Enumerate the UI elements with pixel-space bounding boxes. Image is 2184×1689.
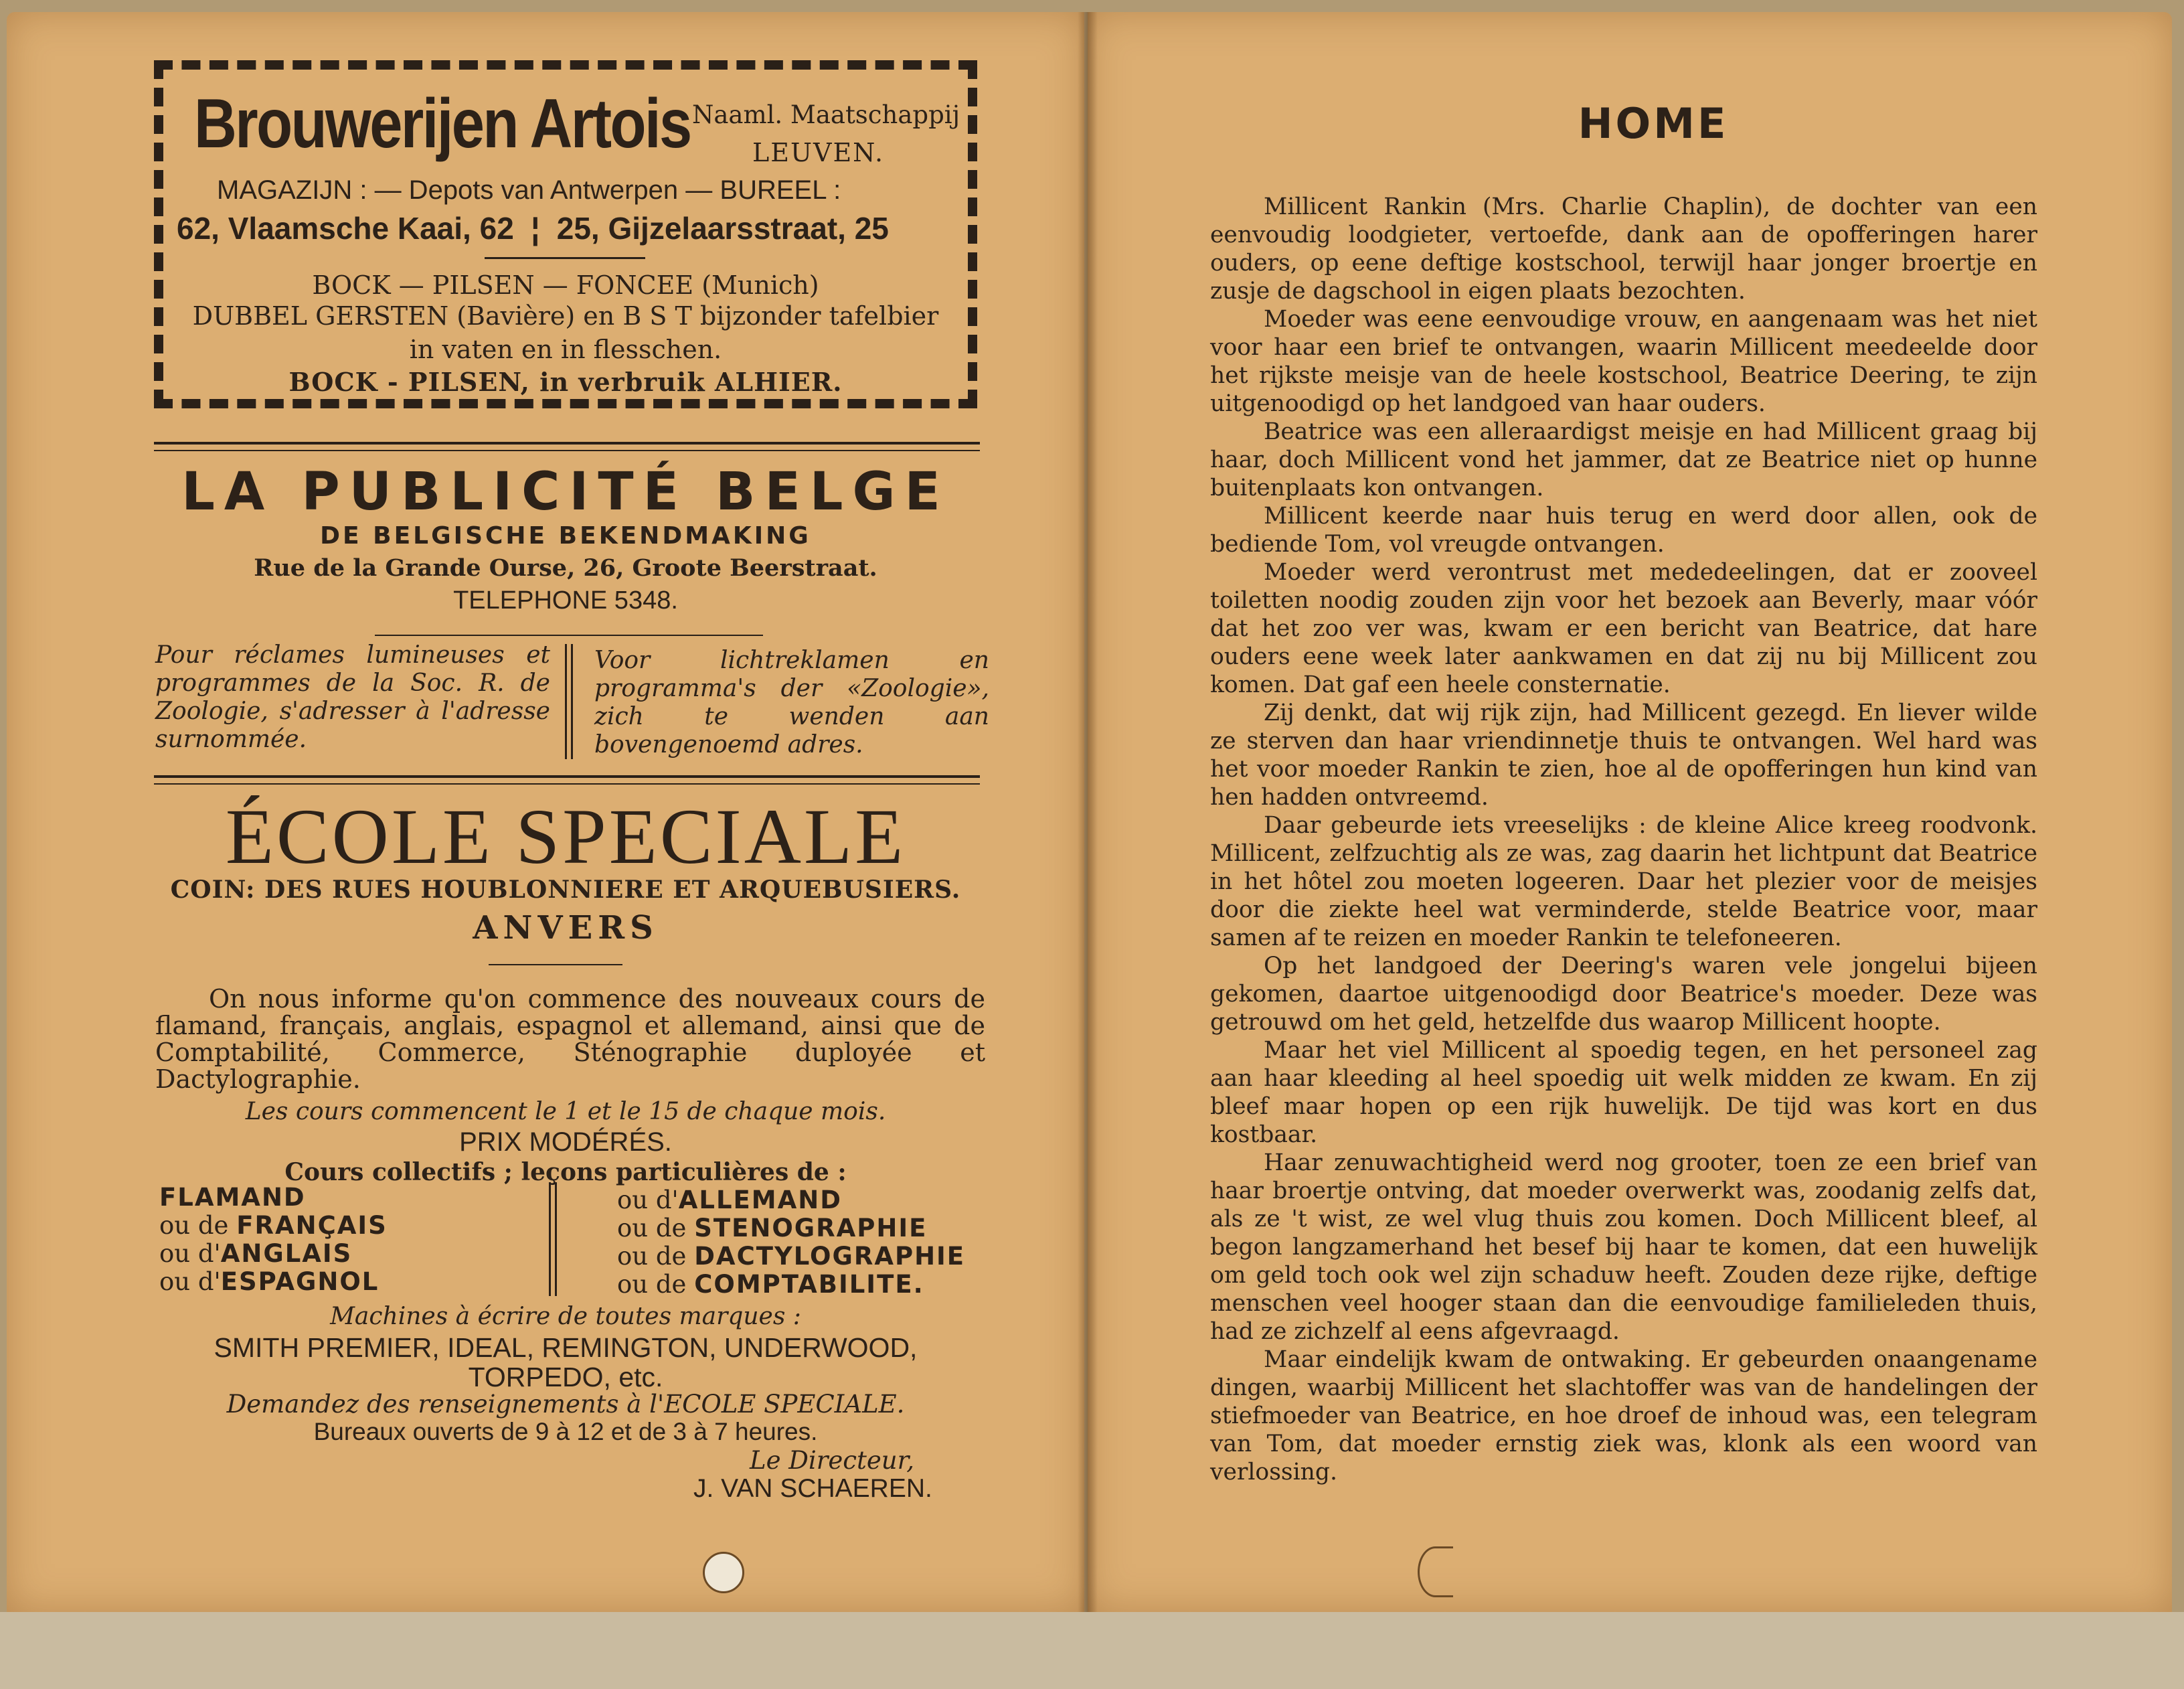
publicite-address: Rue de la Grande Ourse, 26, Groote Beerstraat. (254, 554, 877, 582)
home-title: HOME (1578, 99, 1729, 148)
ecole-prix: PRIX MODÉRÉS. (459, 1127, 672, 1157)
artois-dubbel: DUBBEL GERSTEN (Bavière) en B S T bijzonder tafelbier (192, 301, 939, 331)
artois-company-type: Naaml. Maatschappij (692, 100, 960, 129)
language-item: ou de FRANÇAIS (159, 1211, 388, 1240)
story-paragraph: Maar eindelijk kwam de ontwaking. Er gebeurden onaangename dingen, waarbij Millicent het slachtoffer was van de handelingen der stiefmoeder van Beatrice, en hoe droef de inhoud was, een telegram van Tom, dat moeder ernstig ziek was, klonk als een woord van verlossing. (1210, 1346, 2037, 1485)
language-item: ou de COMPTABILITE. (617, 1270, 924, 1299)
book-gutter (1078, 12, 1098, 1612)
language-item: FLAMAND (159, 1183, 306, 1212)
artois-vaten: in vaten en in flesschen. (409, 335, 722, 364)
signature-name: J. VAN SCHAEREN. (693, 1474, 932, 1503)
publicite-dutch: Voor lichtreklamen en programma's der «Zoologie», zich te wenden aan bovengenoemd adres. (594, 647, 989, 758)
story-paragraph: Beatrice was een alleraardigst meisje en had Millicent graag bij haar, doch Millicent vond het jammer, dat ze Beatrice niet op hunne buitenplaats kon ontvangen. (1210, 418, 2037, 501)
divider (375, 635, 763, 636)
ecole-title: ÉCOLE SPECIALE (225, 793, 906, 880)
story-paragraph: Haar zenuwachtigheid werd nog grooter, toen ze een brief van haar broertje ontving, dat moeder overwerkt was, zoodanig zelfs dat, als ze 't wist, ze wel vlug thuis zou komen. Doch Millicent bleef, al begon langzamerhand het besef bij haar te komen, dat een huwelijk om geld toch ook wel zijn schaduw heeft. Zouden deze rijke, deftige menschen veel hooger staan dan die eenvoudige familieleden thuis, had ze zichzelf al eens afgevraagd. (1210, 1149, 2037, 1345)
publicite-subtitle: DE BELGISCHE BEKENDMAKING (320, 522, 811, 550)
ecole-intro: On nous informe qu'on commence des nouveaux cours de flamand, français, anglais, espagnol et allemand, ainsi que de Comptabilité, Commerce, Sténographie duployée et Dactylographie. (155, 984, 985, 1094)
language-list-right (617, 1186, 965, 1299)
column-divider (565, 644, 573, 759)
artois-address: 62, Vlaamsche Kaai, 62 ¦ 25, Gijzelaarsstraat, 25 (177, 211, 889, 246)
divider (154, 442, 980, 445)
divider (154, 775, 980, 778)
language-list-left (159, 1184, 388, 1296)
artois-rule (485, 257, 645, 259)
divider (489, 964, 622, 965)
ecole-city: ANVERS (473, 909, 659, 947)
artois-magazijn: MAGAZIJN : — Depots van Antwerpen — BUREEL : (217, 175, 841, 205)
story-paragraph: Zij denkt, dat wij rijk zijn, had Millicent gezegd. En liever wilde ze sterven dan haar vriendinnetje thuis te ontvangen. Wel hard was het voor moeder Rankin te zien, hoe al de opofferingen hun kind van hen hadden ontvreemd. (1210, 700, 2037, 811)
artois-city: LEUVEN. (752, 138, 885, 167)
ecole-machines: Machines à écrire de toutes marques : (330, 1303, 801, 1330)
divider (154, 783, 980, 785)
ecole-dates: Les cours commencent le 1 et le 15 de chaque mois. (245, 1098, 886, 1125)
artois-verbruik: BOCK - PILSEN, in verbruik ALHIER. (288, 367, 843, 397)
language-item: ou de STENOGRAPHIE (617, 1214, 928, 1242)
bottom-edge (0, 1612, 2184, 1689)
language-item: ou d'ANGLAIS (159, 1239, 353, 1268)
artois-brand: Brouwerijen Artois (194, 85, 691, 163)
staple-mark (1418, 1546, 1453, 1597)
ecole-corner: COIN: DES RUES HOUBLONNIERE ET ARQUEBUSIERS. (170, 876, 961, 904)
divider (154, 450, 980, 451)
ecole-bureaux: Bureaux ouverts de 9 à 12 et de 3 à 7 heures. (313, 1418, 818, 1445)
story-paragraph: Millicent keerde naar huis terug en werd door allen, ook de bediende Tom, vol vreugde ontvangen. (1210, 503, 2037, 558)
ecole-cours: Cours collectifs ; leçons particulières de : (284, 1158, 847, 1186)
artois-advert (154, 60, 977, 408)
story-paragraph: Maar het viel Millicent al spoedig tegen, en het personeel zag aan haar kleeding al heel spoedig uit welk midden ze kwam. En zij bleef maar hopen op een rijk huwelijk. De tijd was kort en dus kostbaar. (1210, 1037, 2037, 1148)
publicite-french: Pour réclames lumineuses et programmes de la Soc. R. de Zoologie, s'adresser à l'adresse surnommée. (155, 641, 550, 753)
story-paragraph: Millicent Rankin (Mrs. Charlie Chaplin), de dochter van een eenvoudig loodgieter, vertoefde, dank aan de opofferingen harer ouders, op eene deftige kostschool, terwijl haar jonger broertje en zusje de dagschool in eigen plaats bezochten. (1210, 193, 2037, 305)
publicite-title: LA PUBLICITÉ BELGE (181, 462, 950, 522)
signature-title: Le Directeur, (750, 1446, 915, 1475)
story-paragraph: Daar gebeurde iets vreeselijks : de kleine Alice kreeg roodvonk. Millicent, zelfzuchtig als ze was, zag daarin het lichtpunt dat Beatrice in het hôtel zou moeten logeeren. Daar het plezier voor de meisjes door die ziekte heel wat verminderde, stelde Beatrice voor, maar samen af te reizen en moeder Rankin te telefoneeren. (1210, 812, 2037, 951)
artois-beers: BOCK — PILSEN — FONCEE (Munich) (312, 270, 819, 300)
ecole-brands: SMITH PREMIER, IDEAL, REMINGTON, UNDERWOOD, (214, 1332, 918, 1363)
publicite-telephone: TELEPHONE 5348. (453, 586, 678, 615)
story-paragraph: Op het landgoed der Deering's waren vele jongelui bijeen gekomen, daartoe uitgenoodigd door Beatrice's moeder. Deze was getrouwd om het geld, hetzelfde dus waarop Millicent hoopte. (1210, 953, 2037, 1036)
column-divider (549, 1182, 557, 1296)
ecole-brands-2: TORPEDO, etc. (468, 1362, 663, 1392)
language-item: ou d'ESPAGNOL (159, 1267, 380, 1296)
ecole-demandez: Demandez des renseignements à l'ECOLE SPECIALE. (226, 1390, 905, 1419)
language-item: ou d'ALLEMAND (617, 1186, 842, 1214)
language-item: ou de DACTYLOGRAPHIE (617, 1242, 966, 1271)
staple-hole (703, 1552, 744, 1593)
story-paragraph: Moeder werd verontrust met mededeelingen, dat er zooveel toiletten noodig zouden zijn voor het bezoek aan Beverly, maar vóór dat het zoo ver was, kwam er een bericht van Beatrice, dat hare ouders eene week later aankwamen en dat zij nu bij Millicent zou komen. Dat gaf een heele consternatie. (1210, 559, 2037, 698)
home-story (1210, 193, 2037, 1486)
story-paragraph: Moeder was eene eenvoudige vrouw, en aangenaam was het niet voor haar een brief te ontvangen, waarin Millicent meedeelde door het rijkste meisje van de heele kostschool, Beatrice Deering, te zijn uitgenoodigd op het landgoed van haar ouders. (1210, 306, 2037, 417)
